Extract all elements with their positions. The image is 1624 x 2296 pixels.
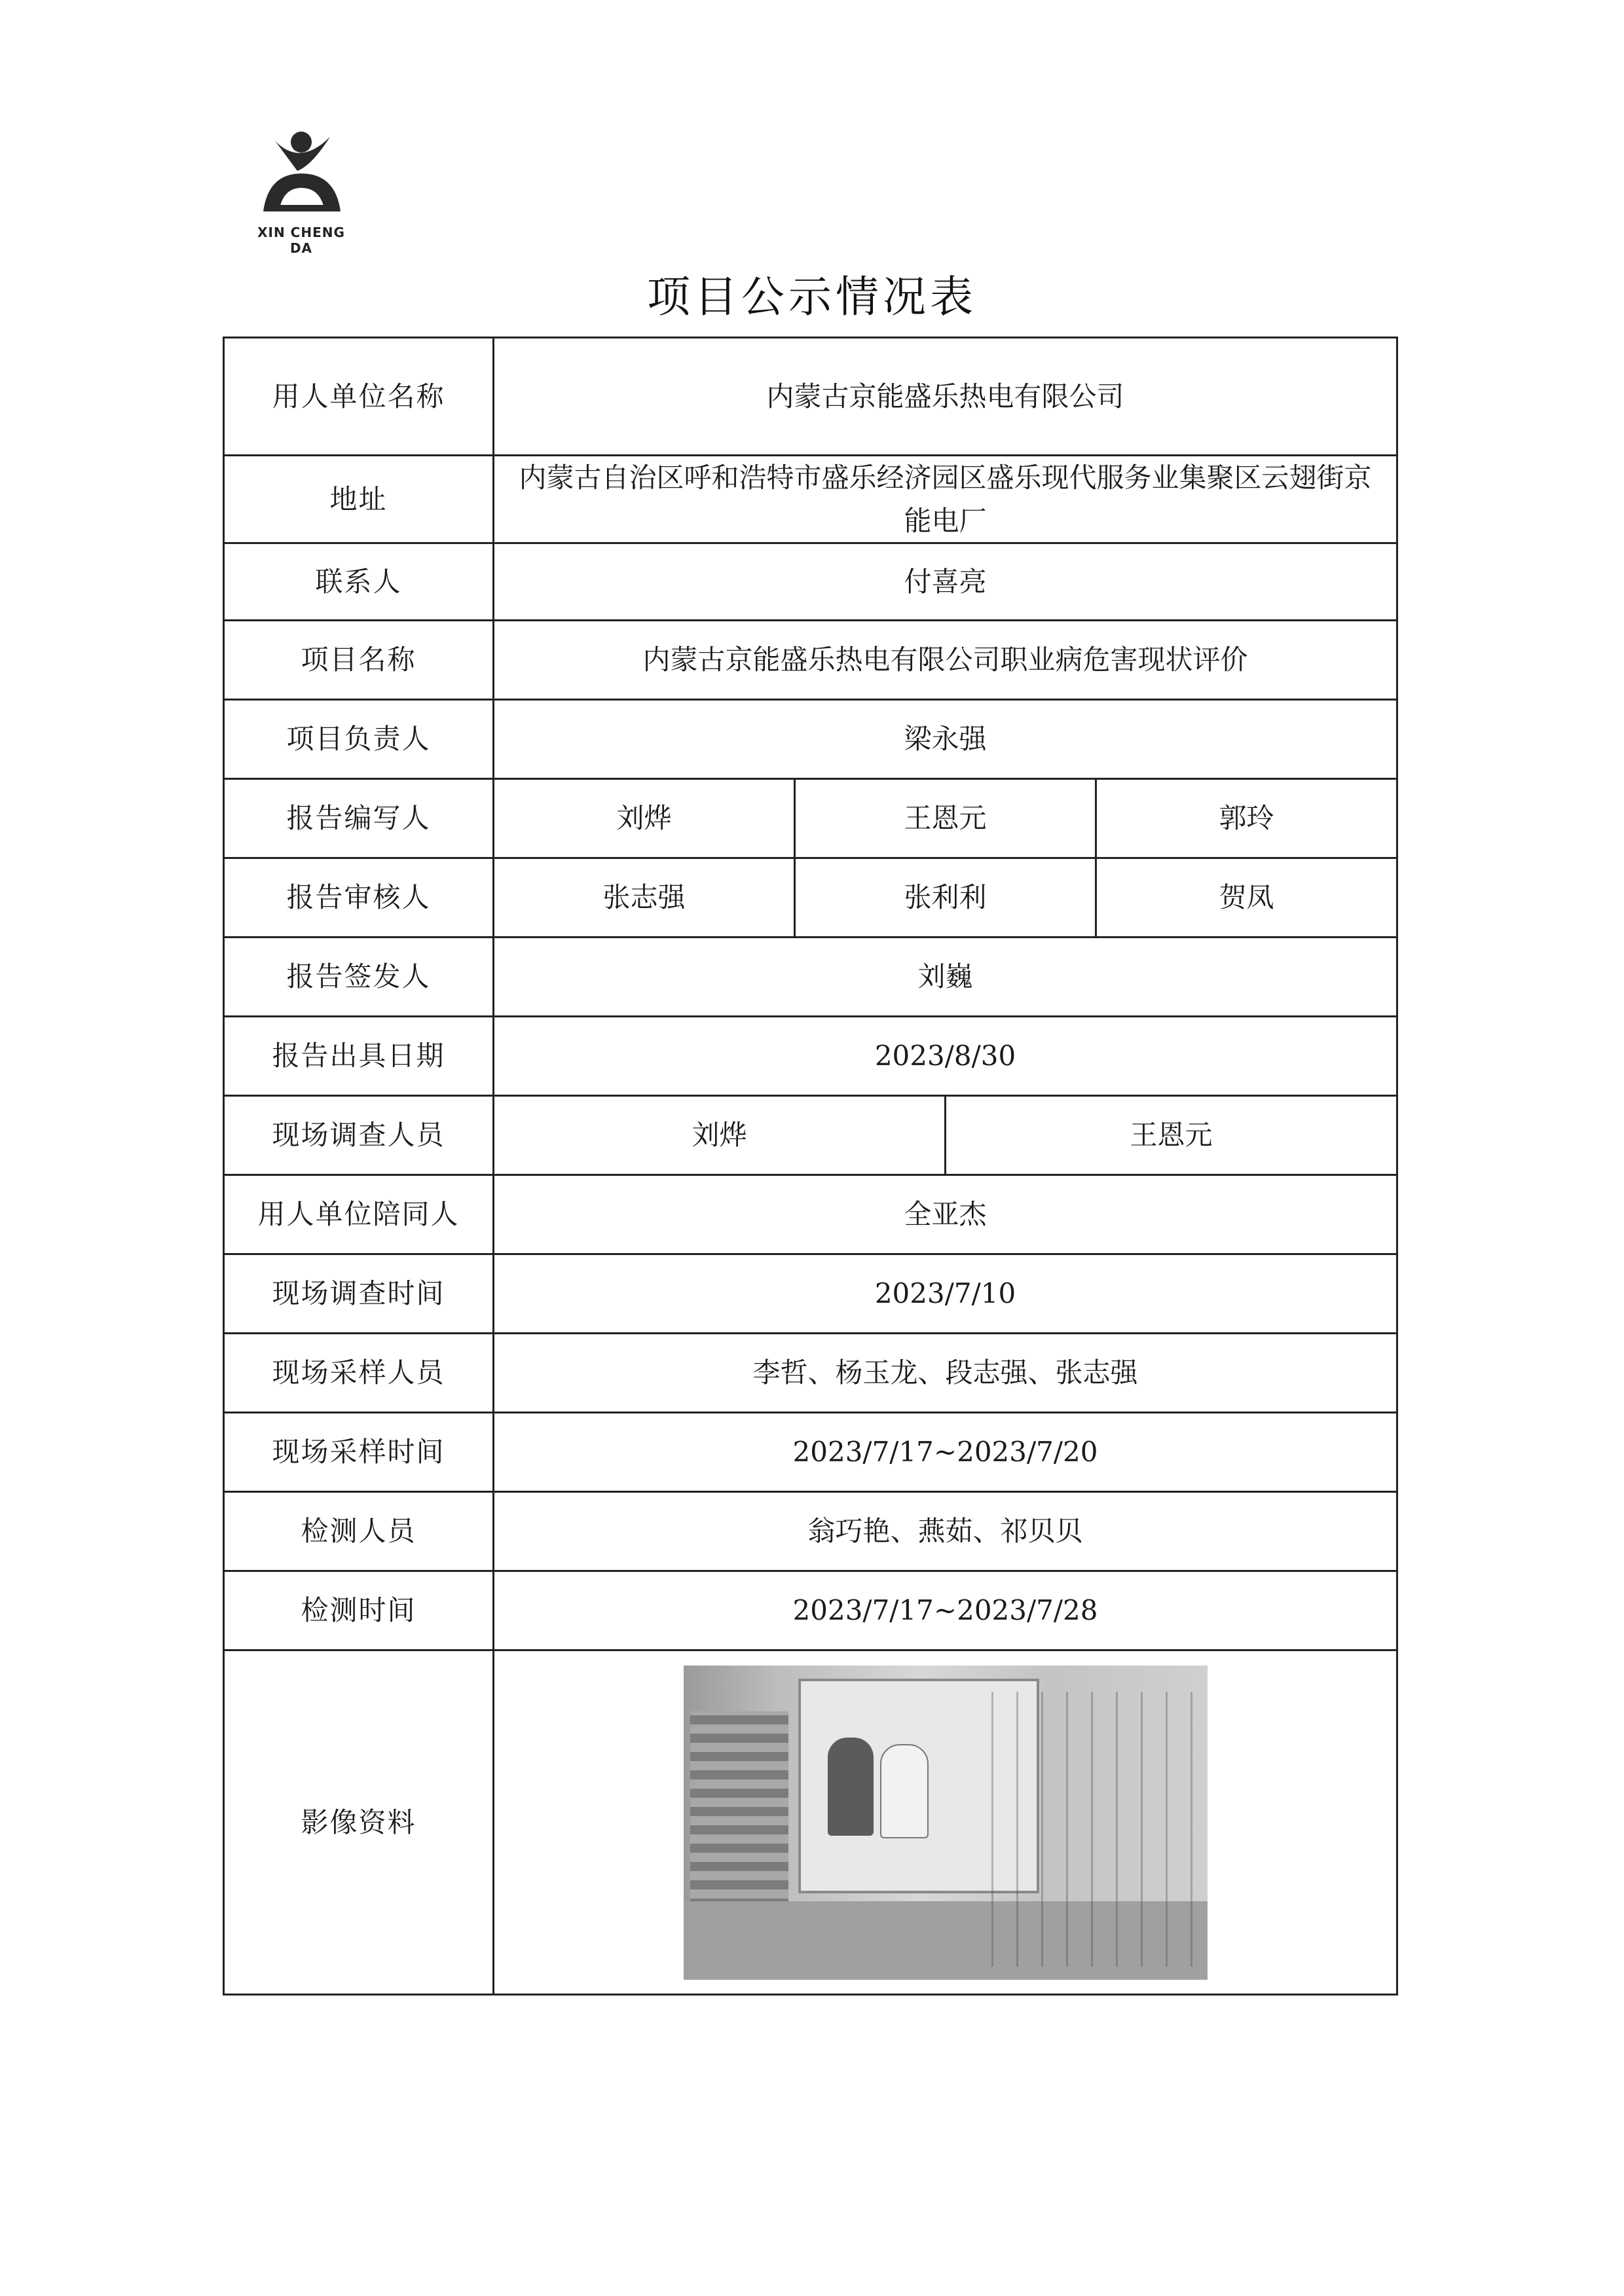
- report-reviewer-3: 贺凤: [1096, 858, 1397, 938]
- images-label: 影像资料: [224, 1650, 494, 1995]
- company-logo: [249, 128, 354, 256]
- report-writer-1: 刘烨: [494, 779, 795, 858]
- employer-escort-value: 全亚杰: [494, 1175, 1397, 1254]
- report-date-label: 报告出具日期: [224, 1017, 494, 1096]
- site-investigator-2: 王恩元: [946, 1096, 1397, 1175]
- employer-label: 用人单位名称: [224, 338, 494, 456]
- photo-person: [880, 1744, 929, 1838]
- table-row: [224, 1017, 1397, 1096]
- site-samplers-label: 现场采样人员: [224, 1334, 494, 1413]
- table-row: [224, 1175, 1397, 1254]
- project-name-value: 内蒙古京能盛乐热电有限公司职业病危害现状评价: [494, 621, 1397, 700]
- logo-text: XIN CHENG DA: [257, 225, 345, 256]
- photo-watermark: [991, 1692, 1194, 1967]
- table-row: [224, 1571, 1397, 1650]
- table-row: [224, 938, 1397, 1017]
- table-row: [224, 858, 1397, 938]
- table-row: [224, 1650, 1397, 1995]
- project-lead-label: 项目负责人: [224, 700, 494, 779]
- testing-time-label: 检测时间: [224, 1571, 494, 1650]
- site-photo: [684, 1666, 1208, 1980]
- site-sampling-time-label: 现场采样时间: [224, 1413, 494, 1492]
- report-issuer-value: 刘巍: [494, 938, 1397, 1017]
- report-reviewer-2: 张利利: [795, 858, 1096, 938]
- images-cell: [494, 1650, 1397, 1995]
- testers-value: 翁巧艳、燕茹、祁贝贝: [494, 1492, 1397, 1571]
- table-row: [224, 621, 1397, 700]
- logo-icon: [249, 128, 354, 226]
- table-row: [224, 1413, 1397, 1492]
- address-label: 地址: [224, 456, 494, 543]
- table-row: [224, 1254, 1397, 1334]
- report-date-value: 2023/8/30: [494, 1017, 1397, 1096]
- table-row: [224, 1492, 1397, 1571]
- report-issuer-label: 报告签发人: [224, 938, 494, 1017]
- table-row: [224, 543, 1397, 621]
- project-info-table: [223, 337, 1398, 1995]
- table-row: [224, 456, 1397, 543]
- project-name-label: 项目名称: [224, 621, 494, 700]
- address-value: 内蒙古自治区呼和浩特市盛乐经济园区盛乐现代服务业集聚区云翅街京能电厂: [494, 456, 1397, 543]
- contact-label: 联系人: [224, 543, 494, 621]
- photo-person: [828, 1738, 874, 1836]
- report-reviewer-1: 张志强: [494, 858, 795, 938]
- contact-value: 付喜亮: [494, 543, 1397, 621]
- table-row: [224, 700, 1397, 779]
- report-writer-2: 王恩元: [795, 779, 1096, 858]
- report-writers-label: 报告编写人: [224, 779, 494, 858]
- report-reviewers-label: 报告审核人: [224, 858, 494, 938]
- site-investigators-label: 现场调查人员: [224, 1096, 494, 1175]
- site-investigation-time-value: 2023/7/10: [494, 1254, 1397, 1334]
- report-writer-3: 郭玲: [1096, 779, 1397, 858]
- table-row: [224, 1096, 1397, 1175]
- table-row: [224, 1334, 1397, 1413]
- testers-label: 检测人员: [224, 1492, 494, 1571]
- page-title: 项目公示情况表: [647, 272, 977, 322]
- project-lead-value: 梁永强: [494, 700, 1397, 779]
- site-samplers-value: 李哲、杨玉龙、段志强、张志强: [494, 1334, 1397, 1413]
- site-investigator-1: 刘烨: [494, 1096, 946, 1175]
- site-sampling-time-value: 2023/7/17~2023/7/20: [494, 1413, 1397, 1492]
- photo-building: [690, 1711, 788, 1908]
- table-row: [224, 338, 1397, 456]
- table-row: [224, 779, 1397, 858]
- site-investigation-time-label: 现场调查时间: [224, 1254, 494, 1334]
- testing-time-value: 2023/7/17~2023/7/28: [494, 1571, 1397, 1650]
- employer-value: 内蒙古京能盛乐热电有限公司: [494, 338, 1397, 456]
- employer-escort-label: 用人单位陪同人: [224, 1175, 494, 1254]
